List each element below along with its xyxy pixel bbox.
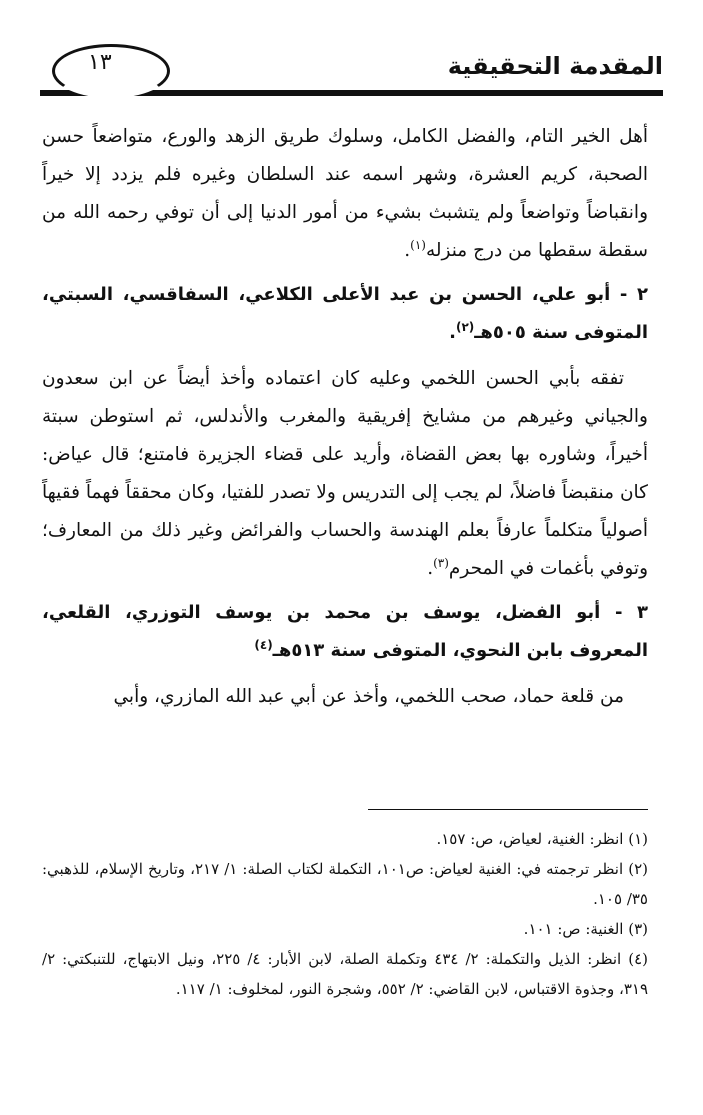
entry-heading-3 bbox=[42, 594, 648, 670]
footnote-ref-4: (٤) bbox=[254, 638, 273, 652]
entry-heading-2-text: ٢ - أبو علي، الحسن بن عبد الأعلى الكلاعي، السفاقسي، السبتي، المتوفى سنة ٥٠٥هـ bbox=[42, 284, 648, 343]
entry-heading-3-text: ٣ - أبو الفضل، يوسف بن محمد بن يوسف التوزري، القلعي، المعروف بابن النحوي، المتوفى سنة ٥١٣هـ bbox=[42, 602, 648, 661]
paragraph-3-text: من قلعة حماد، صحب اللخمي، وأخذ عن أبي عبد الله المازري، وأبي bbox=[113, 686, 624, 707]
paragraph-3 bbox=[42, 678, 648, 716]
footnote-1: (١) انظر: الغنية، لعياض، ص: ١٥٧. bbox=[436, 830, 648, 848]
paragraph-2-text: تفقه بأبي الحسن اللخمي وعليه كان اعتماده وأخذ أيضاً عن ابن سعدون والجياني وغيرهم من مشايخ إفريقية والمغرب والأندلس، ثم استوطن سبتة أخيراً، وشاوره بها بعض القضاة، وأريد على قضاء الجزيرة فامتنع؛ قال عياض: كان منقبضاً فاضلاً، لم يجب إلى التدريس ولا تصدر للفتيا، وكان محققاً فهماً فقيهاً أصولياً متكلماً عارفاً بعلم الهندسة والحساب والفرائض وغير ذلك من المعارف؛ وتوفي بأغمات في المحرم bbox=[42, 368, 648, 579]
footnotes bbox=[42, 824, 648, 1004]
footnote-2: (٢) انظر ترجمته في: الغنية لعياض: ص١٠١، التكملة لكتاب الصلة: ١/ ٢١٧، وتاريخ الإسلام، للذهبي: ٣٥/ ١٠٥. bbox=[42, 860, 648, 908]
running-title: المقدمة التحقيقية bbox=[447, 52, 663, 80]
footnote-separator bbox=[368, 809, 648, 810]
footnote-ref-2: (٢) bbox=[455, 320, 475, 334]
paragraph-2 bbox=[42, 360, 648, 588]
entry-heading-2-end: . bbox=[449, 322, 456, 343]
page-header bbox=[40, 40, 663, 102]
entry-heading-2 bbox=[42, 276, 648, 352]
footnote-4: (٤) انظر: الذيل والتكملة: ٢/ ٤٣٤ وتكملة الصلة، لابن الأبار: ٤/ ٢٢٥، ونيل الابتهاج، للتنبكتي: ٢/ ٣١٩، وجذوة الاقتباس، لابن القاضي: ٢/ ٥٥٢، وشجرة النور، لمخلوف: ١/ ١١٧. bbox=[42, 950, 648, 998]
main-text bbox=[42, 118, 648, 722]
paragraph-2-end: . bbox=[427, 558, 434, 579]
paragraph-1-end: . bbox=[404, 240, 411, 261]
footnote-3: (٣) الغنية: ص: ١٠١. bbox=[523, 920, 648, 938]
page-number: ١٣ bbox=[88, 50, 112, 75]
paragraph-1 bbox=[42, 118, 648, 270]
footnote-ref-1: (١) bbox=[410, 237, 426, 252]
footnote-ref-3: (٣) bbox=[433, 555, 449, 570]
paragraph-1-text: أهل الخير التام، والفضل الكامل، وسلوك طريق الزهد والورع، متواضعاً حسن الصحبة، كريم العشرة، وشهر اسمه عند السلطان وغيره فلم يزدد إلا خيراً وانقباضاً وتواضعاً ولم يتشبث بشيء من أمور الدنيا إلى أن توفي رحمه الله من سقطة سقطها من درج منزله bbox=[42, 126, 648, 261]
